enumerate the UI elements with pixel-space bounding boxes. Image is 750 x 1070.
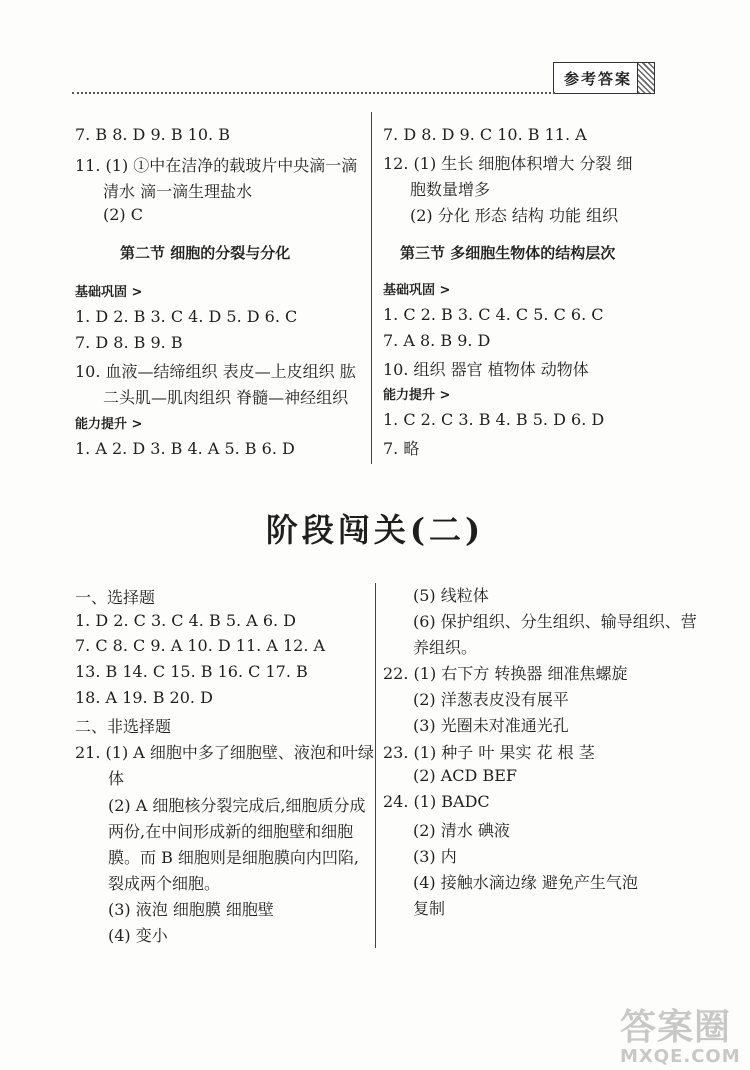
section-title: 第二节 细胞的分裂与分化 xyxy=(120,244,291,262)
answer-line: 18. A 19. B 20. D xyxy=(75,688,213,707)
answer-line: 体 xyxy=(108,769,125,788)
answer-line: 24. (1) BADC xyxy=(383,792,490,811)
answer-line: (4) 变小 xyxy=(108,926,168,945)
answer-line: 21. (1) A 细胞中多了细胞壁、液泡和叶绿 xyxy=(75,743,374,762)
ability-improvement-tag: 能力提升 > xyxy=(383,388,451,403)
answer-line: (6) 保护组织、分生组织、输导组织、营 xyxy=(413,612,697,631)
answer-line: 1. D 2. C 3. C 4. B 5. A 6. D xyxy=(75,611,296,630)
answer-line: 清水 滴一滴生理盐水 xyxy=(103,182,253,201)
answer-line: 一、选择题 xyxy=(75,588,156,607)
answer-line: (2) 洋葱表皮没有展平 xyxy=(413,690,569,709)
answer-line: 养组织。 xyxy=(413,638,478,657)
answer-line: 12. (1) 生长 细胞体积增大 分裂 细 xyxy=(383,154,633,173)
upper-column-divider xyxy=(371,112,372,464)
section-title: 第三节 多细胞生物体的结构层次 xyxy=(400,244,616,262)
answer-line: 复制 xyxy=(413,899,446,918)
answer-line: 胞数量增多 xyxy=(410,180,491,199)
answer-line: 11. (1) ①中在洁净的载玻片中央滴一滴 xyxy=(75,156,358,175)
answer-line: 1. D 2. B 3. C 4. D 5. D 6. C xyxy=(75,307,298,326)
answer-line: 二、非选择题 xyxy=(75,717,172,736)
header-dotted-rule xyxy=(72,92,555,94)
answer-line: (3) 液泡 细胞膜 细胞壁 xyxy=(108,900,274,919)
answer-line: 23. (1) 种子 叶 果实 花 根 茎 xyxy=(383,743,595,762)
watermark-bottom-text: MXQE.COM xyxy=(620,1046,741,1067)
watermark-logo xyxy=(620,1007,745,1067)
header-badge xyxy=(553,62,655,94)
answer-line: (2) ACD BEF xyxy=(413,766,517,785)
answer-line: 两份,在中间形成新的细胞壁和细胞 xyxy=(108,822,354,841)
hatch-decoration xyxy=(637,63,654,93)
answer-line: 7. D 8. D 9. C 10. B 11. A xyxy=(383,125,587,144)
answer-line: (5) 线粒体 xyxy=(413,586,489,605)
lower-column-divider xyxy=(375,583,376,948)
answer-line: 二头肌—肌肉组织 脊髓—神经组织 xyxy=(103,388,349,407)
answer-line: 1. C 2. C 3. B 4. B 5. D 6. D xyxy=(383,410,605,429)
answer-line: 7. 略 xyxy=(383,439,420,458)
answer-line: 裂成两个细胞。 xyxy=(108,874,221,893)
answer-line: 10. 组织 器官 植物体 动物体 xyxy=(383,360,589,379)
answer-line: 7. A 8. B 9. D xyxy=(383,331,491,350)
answer-line: (4) 接触水滴边缘 避免产生气泡 xyxy=(413,873,638,892)
answer-line: 13. B 14. C 15. B 16. C 17. B xyxy=(75,662,308,681)
answer-line: 7. C 8. C 9. A 10. D 11. A 12. A xyxy=(75,636,326,655)
answer-line: (2) 清水 碘液 xyxy=(413,821,510,840)
answer-line: (3) 内 xyxy=(413,847,457,866)
watermark-top-text: 答案圈 xyxy=(620,1007,732,1048)
answer-line: 1. A 2. D 3. B 4. A 5. B 6. D xyxy=(75,439,295,458)
basic-consolidation-tag: 基础巩固 > xyxy=(383,283,451,298)
answer-line: (2) A 细胞核分裂完成后,细胞质分成 xyxy=(108,796,366,815)
answer-line: 膜。而 B 细胞则是细胞膜向内凹陷, xyxy=(108,848,360,867)
answer-line: 7. B 8. D 9. B 10. B xyxy=(75,125,230,144)
answer-line: 22. (1) 右下方 转换器 细准焦螺旋 xyxy=(383,664,628,683)
stage-title: 阶段闯关(二) xyxy=(265,511,485,549)
answer-line: (3) 光圈未对准通光孔 xyxy=(413,716,569,735)
basic-consolidation-tag: 基础巩固 > xyxy=(75,285,143,300)
answer-line: 7. D 8. B 9. B xyxy=(75,333,183,352)
answer-line: (2) C xyxy=(103,205,143,224)
answer-line: 1. C 2. B 3. C 4. C 5. C 6. C xyxy=(383,305,604,324)
header-label: 参考答案 xyxy=(564,69,633,88)
answer-line: (2) 分化 形态 结构 功能 组织 xyxy=(410,206,619,225)
answer-line: 10. 血液—结缔组织 表皮—上皮组织 肱 xyxy=(75,362,356,381)
ability-improvement-tag: 能力提升 > xyxy=(75,417,143,432)
